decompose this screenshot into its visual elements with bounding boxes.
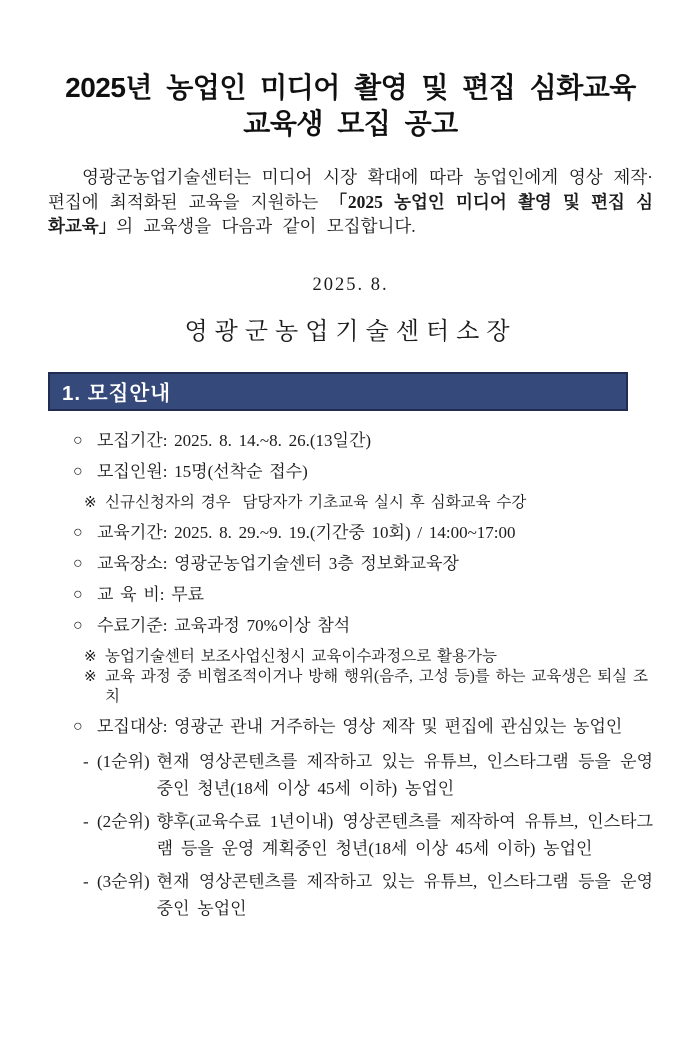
signer-name: 영광군농업기술센터소장 [184,318,517,345]
circle-bullet-icon: ○ [73,431,83,449]
priority-label: (2순위) [97,811,150,831]
section-1-heading-label: 1. 모집안내 [62,382,172,406]
reference-mark-icon: ※ [84,648,97,665]
item-education-place [48,554,653,574]
note-new-applicants [48,493,653,513]
sub-item-text: 향후(교육수료 1년이내) 영상콘텐츠를 제작하여 유튜브, 인스타그램 등을 운영 계획중인 청년(18세 이상 45세 이하) 농업인 [156,811,653,858]
sub-item-priority-1 [48,748,653,802]
item-recruit-period [48,431,653,451]
intro-text-after: 의 교육생을 다음과 같이 모집합니다. [116,216,416,237]
dash-bullet-icon: - [83,811,89,831]
intro-paragraph [48,165,653,239]
title-line-1: 2025년 농업인 미디어 촬영 및 편집 심화교육 [65,72,636,103]
note-text: 농업기술센터 보조사업신청시 교육이수과정으로 활용가능 [105,647,497,665]
note-disruptive-behavior [48,667,653,707]
circle-bullet-icon: ○ [73,616,83,634]
reference-mark-icon: ※ [84,494,97,511]
item-text: 교육기간: 2025. 8. 29.~9. 19.(기간중 10회) / 14:00~17:00 [97,522,516,542]
circle-bullet-icon: ○ [73,554,83,572]
circle-bullet-icon: ○ [73,585,83,603]
note-text: 신규신청자의 경우 담당자가 기초교육 실시 후 심화교육 수강 [105,493,527,511]
item-text: 교육장소: 영광군농업기술센터 3층 정보화교육장 [97,553,459,573]
priority-label: (3순위) [97,871,150,891]
item-text: 모집대상: 영광군 관내 거주하는 영상 제작 및 편집에 관심있는 농업인 [97,716,623,736]
circle-bullet-icon: ○ [73,717,83,735]
item-recruit-count [48,462,653,482]
circle-bullet-icon: ○ [73,523,83,541]
reference-mark-icon: ※ [84,668,97,685]
item-text: 교 육 비: 무료 [97,584,205,604]
item-text: 수료기준: 교육과정 70%이상 참석 [97,615,351,635]
intro-text-bold: 「2025 농업인 미디어 촬영 및 편집 심화교육」 [48,191,654,237]
item-recruit-target [48,717,653,737]
note-subsidy-credit [48,647,653,667]
item-education-period [48,523,653,543]
intro-text-before: 영광군농업기술센터는 미디어 시장 확대에 따라 농업인에게 영상 제작·편집에 최적화된 교육을 지원하는 [48,167,653,212]
sub-item-text: 현재 영상콘텐츠를 제작하고 있는 유튜브, 인스타그램 등을 운영중인 농업인 [156,871,653,918]
item-completion-criteria [48,616,653,636]
announcement-date: 2025. 8. [312,274,389,295]
priority-label: (1순위) [97,751,150,771]
announcement-page [0,70,700,1060]
dash-bullet-icon: - [83,871,89,891]
item-text: 모집기간: 2025. 8. 14.~8. 26.(13일간) [97,430,372,450]
page-title [48,70,653,142]
item-text: 모집인원: 15명(선착순 접수) [97,461,308,481]
note-text: 교육 과정 중 비협조적이거나 방해 행위(음주, 고성 등)를 하는 교육생은 퇴실 조치 [105,667,648,705]
item-education-fee [48,585,653,605]
title-line-2: 교육생 모집 공고 [243,108,458,139]
sub-item-text: 현재 영상콘텐츠를 제작하고 있는 유튜브, 인스타그램 등을 운영중인 청년(18세 이상 45세 이하) 농업인 [156,751,653,798]
recruitment-info-list [48,431,653,922]
section-1-header-bar [48,372,628,411]
circle-bullet-icon: ○ [73,462,83,480]
sub-item-priority-3 [48,868,653,922]
dash-bullet-icon: - [83,751,89,771]
sub-item-priority-2 [48,808,653,862]
